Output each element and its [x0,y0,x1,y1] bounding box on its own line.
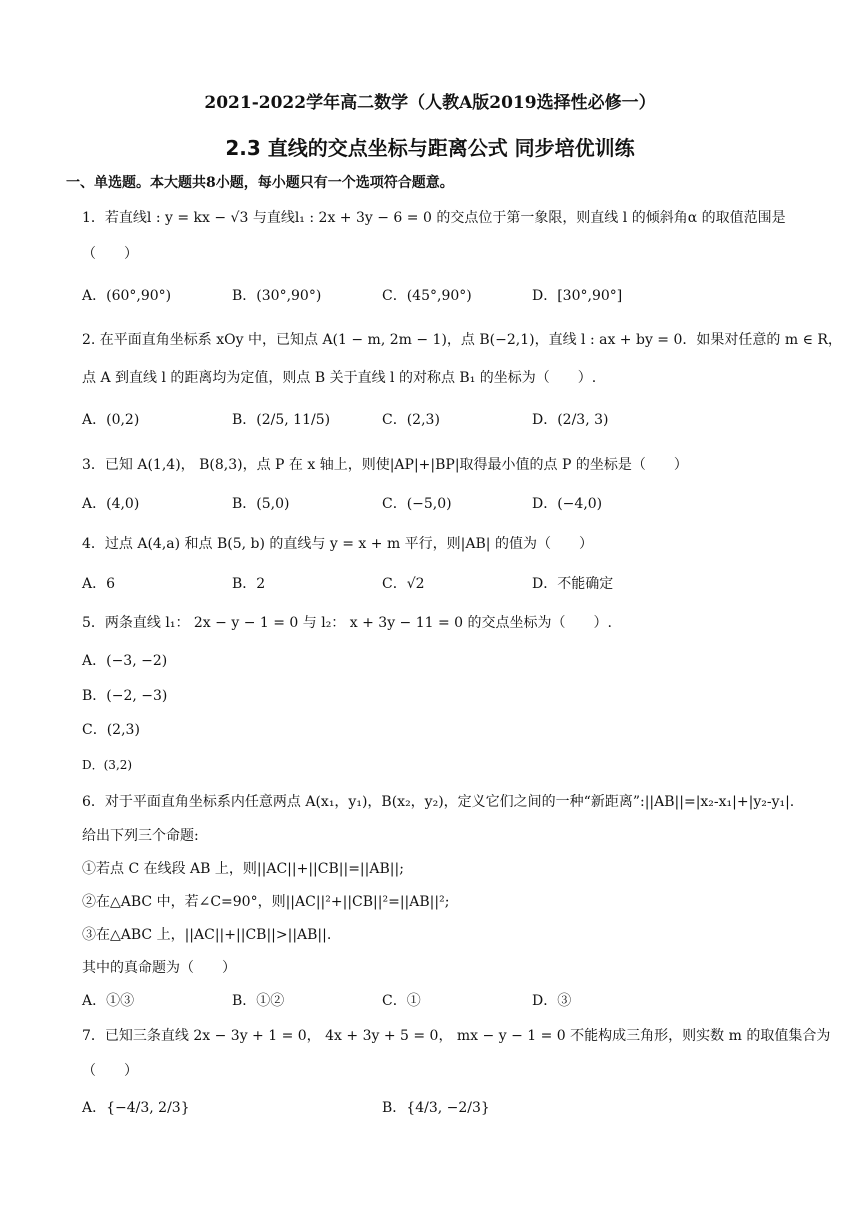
question-1-option-c: C．(45°,90°) [382,288,472,304]
question-3-option-a: A．(4,0) [82,496,140,512]
question-4-line-1: 4．过点 A(4,a) 和点 B(5, b) 的直线与 y = x + m 平行，则|AB| 的值为（ ） [82,536,593,552]
question-6-option-d: D．③ [532,993,572,1009]
question-2-line-1: 2. 在平面直角坐标系 xOy 中，已知点 A(1 − m, 2m − 1)，点 B(−2,1)，直线 l : ax + by = 0．如果对任意的 m ∈ R， [82,332,842,348]
question-4-option-d: D．不能确定 [532,576,614,592]
question-1-option-a: A．(60°,90°) [82,288,172,304]
question-2-option-d: D．(2/3, 3) [532,412,609,428]
question-6-line-1: 6．对于平面直角坐标系内任意两点 A(x₁，y₁)，B(x₂，y₂)，定义它们之间的一种“新距离”:||AB||=|x₂-x₁|+|y₂-y₁|. [82,794,795,810]
question-6-line-5: ③在△ABC 上，||AC||+||CB||>||AB||. [82,927,332,943]
question-7-line-2: （ ） [82,1063,138,1079]
question-5-option-a: A．(−3, −2) [82,653,168,669]
question-6-line-6: 其中的真命题为（ ） [82,960,236,976]
question-6-option-c: C．① [382,993,421,1009]
question-1-option-d: D．[30°,90°] [532,288,623,304]
question-6-option-b: B．①② [232,993,285,1009]
question-7-line-1: 7．已知三条直线 2x − 3y + 1 = 0， 4x + 3y + 5 = 0， mx − y − 1 = 0 不能构成三角形，则实数 m 的取值集合为 [82,1028,831,1044]
question-6-line-2: 给出下列三个命题: [82,828,199,844]
question-3-option-c: C．(−5,0) [382,496,452,512]
question-2-line-2: 点 A 到直线 l 的距离均为定值，则点 B 关于直线 l 的对称点 B₁ 的坐标为（ ）. [82,370,597,386]
question-1-line-2: （ ） [82,246,138,262]
question-7-option-a: A．{−4/3, 2/3} [82,1100,190,1116]
question-7-option-b: B．{4/3, −2/3} [382,1100,490,1116]
question-4-option-b: B．2 [232,576,266,592]
question-1-line-1: 1．若直线l : y = kx − √3 与直线l₁ : 2x + 3y − 6 = 0 的交点位于第一象限，则直线 l 的倾斜角α 的取值范围是 [82,210,786,226]
question-2-option-b: B．(2/5, 11/5) [232,412,331,428]
question-1-option-b: B．(30°,90°) [232,288,322,304]
question-6-option-a: A．①③ [82,993,135,1009]
question-3-option-d: D．(−4,0) [532,496,603,512]
section-heading: 一、单选题。本大题共8小题，每小题只有一个选项符合题意。 [66,175,454,191]
question-6-line-4: ②在△ABC 中，若∠C=90°，则||AC||²+||CB||²=||AB||²; [82,894,450,910]
question-3-line-1: 3．已知 A(1,4)， B(8,3)，点 P 在 x 轴上，则使|AP|+|BP|取得最小值的点 P 的坐标是（ ） [82,457,688,473]
page-title: 2.3 直线的交点坐标与距离公式 同步培优训练 [225,136,635,160]
question-5-option-b: B．(−2, −3) [82,688,168,704]
question-5-line-1: 5．两条直线 l₁： 2x − y − 1 = 0 与 l₂： x + 3y − 11 = 0 的交点坐标为（ ）. [82,615,612,631]
question-2-option-a: A．(0,2) [82,412,140,428]
question-4-option-a: A．6 [82,576,116,592]
question-3-option-b: B．(5,0) [232,496,290,512]
question-6-line-3: ①若点 C 在线段 AB 上，则||AC||+||CB||=||AB||; [82,861,404,877]
question-5-option-c: C．(2,3) [82,722,140,738]
question-2-option-c: C．(2,3) [382,412,440,428]
question-4-option-c: C．√2 [382,576,425,592]
question-5-option-d: D．(3,2) [82,758,133,772]
course-header: 2021-2022学年高二数学（人教A版2019选择性必修一） [204,93,656,113]
